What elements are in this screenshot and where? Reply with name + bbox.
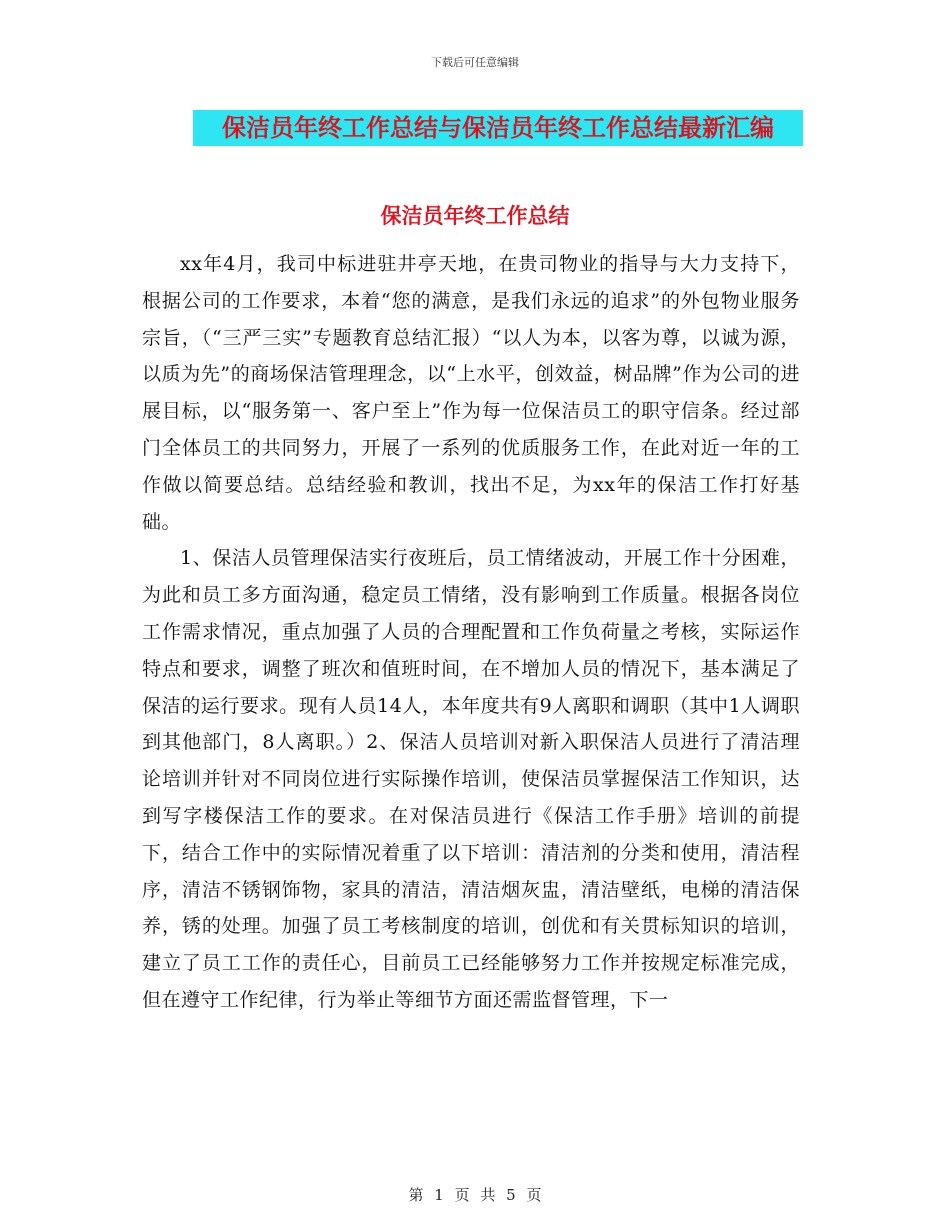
section-title: 保洁员年终工作总结 [380, 204, 570, 228]
page-number-footer: 第 1 页 共 5 页 [408, 1186, 542, 1204]
document-title: 保洁员年终工作总结与保洁员年终工作总结最新汇编 [193, 110, 803, 146]
body-paragraph: 1、保洁人员管理保洁实行夜班后，员工情绪波动，开展工作十分困难，为此和员工多方面沟通，稳定员工情绪，没有影响到工作质量。根据各岗位工作需求情况，重点加强了人员的合理配置和工作负荷量之考核，实际运作特点和要求，调整了班次和值班时间，在不增加人员的情况下，基本满足了保洁的运行要求。现有人员14人，本年度共有9人离职和调职（其中1人调职到其他部门，8人离职。）2、保洁人员培训对新入职保洁人员进行了清洁理论培训并针对不同岗位进行实际操作培训，使保洁员掌握保洁工作知识，达到写字楼保洁工作的要求。在对保洁员进行《保洁工作手册》培训的前提下，结合工作中的实际情况着重了以下培训：清洁剂的分类和使用，清洁程序，清洁不锈钢饰物，家具的清洁，清洁烟灰盅，清洁壁纸，电梯的清洁保养，锈的处理。加强了员工考核制度的培训，创优和有关贯标知识的培训，建立了员工工作的责任心，目前员工已经能够努力工作并按规定标准完成，但在遵守工作纪律，行为举止等细节方面还需监督管理，下一 [142, 547, 800, 1011]
body-paragraph: xx年4月，我司中标进驻井亭天地，在贵司物业的指导与大力支持下，根据公司的工作要求，本着“您的满意，是我们永远的追求”的外包物业服务宗旨，（“三严三实”专题教育总结汇报）“以人为本，以客为尊，以诚为源，以质为先”的商场保洁管理理念，以“上水平，创效益，树品牌”作为公司的进展目标，以“服务第一、客户至上”作为每一位保洁员工的职守信条。经过部门全体员工的共同努力，开展了一系列的优质服务工作，在此对近一年的工作做以简要总结。总结经验和教训，找出不足，为xx年的保洁工作打好基础。 [142, 253, 800, 533]
page-header-note: 下载后可任意编辑 [431, 56, 519, 69]
document-body [142, 246, 800, 1019]
